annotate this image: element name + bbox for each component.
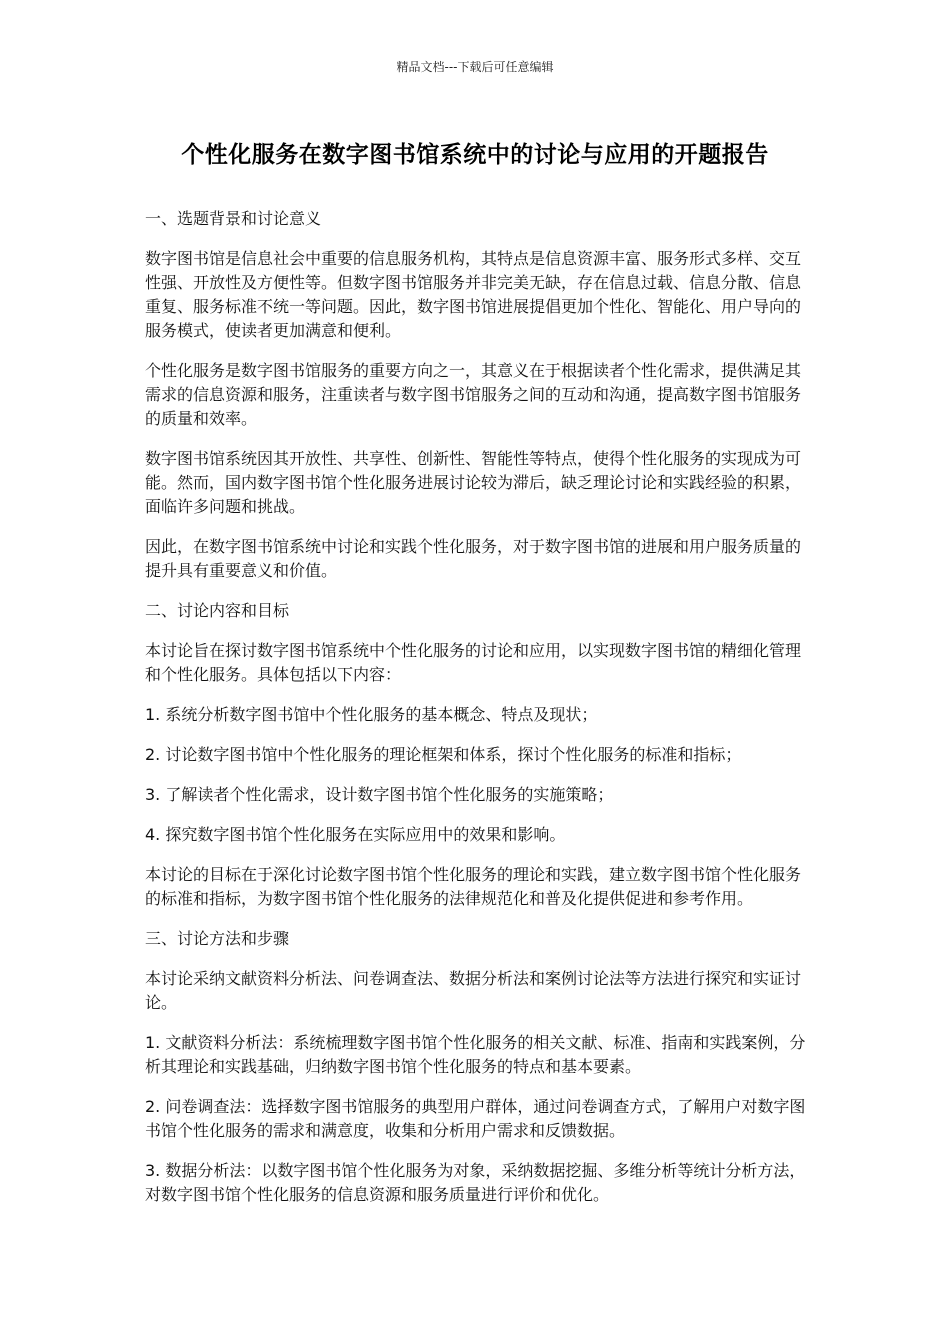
paragraph: 个性化服务是数字图书馆服务的重要方向之一，其意义在于根据读者个性化需求，提供满足其需求的信息资源和服务，注重读者与数字图书馆服务之间的互动和沟通，提高数字图书馆服务的质量和效率。 — [145, 361, 802, 428]
document-title: 个性化服务在数字图书馆系统中的讨论与应用的开题报告 — [181, 142, 769, 168]
paragraph: 数字图书馆是信息社会中重要的信息服务机构，其特点是信息资源丰富、服务形式多样、交互性强、开放性及方便性等。但数字图书馆服务并非完美无缺，存在信息过载、信息分散、信息重复、服务标准不统一等问题。因此，数字图书馆进展提倡更加个性化、智能化、用户导向的服务模式，使读者更加满意和便利。 — [145, 249, 802, 340]
list-item: 3. 了解读者个性化需求，设计数字图书馆个性化服务的实施策略； — [145, 785, 614, 804]
paragraph: 本讨论旨在探讨数字图书馆系统中个性化服务的讨论和应用，以实现数字图书馆的精细化管理和个性化服务。具体包括以下内容： — [145, 641, 802, 684]
list-item: 4. 探究数字图书馆个性化服务在实际应用中的效果和影响。 — [145, 825, 566, 844]
header-note: 精品文档---下载后可任意编辑 — [396, 60, 554, 74]
section-heading-background: 一、选题背景和讨论意义 — [145, 209, 322, 228]
list-item: 3. 数据分析法：以数字图书馆个性化服务为对象，采纳数据挖掘、多维分析等统计分析方法，对数字图书馆个性化服务的信息资源和服务质量进行评价和优化。 — [145, 1161, 806, 1204]
paragraph: 数字图书馆系统因其开放性、共享性、创新性、智能性等特点，使得个性化服务的实现成为可能。然而，国内数字图书馆个性化服务进展讨论较为滞后，缺乏理论讨论和实践经验的积累，面临许多问题和挑战。 — [145, 449, 802, 516]
list-item: 1. 文献资料分析法：系统梳理数字图书馆个性化服务的相关文献、标准、指南和实践案例，分析其理论和实践基础，归纳数字图书馆个性化服务的特点和基本要素。 — [145, 1033, 806, 1076]
list-item: 2. 问卷调查法：选择数字图书馆服务的典型用户群体，通过问卷调查方式，了解用户对数字图书馆个性化服务的需求和满意度，收集和分析用户需求和反馈数据。 — [145, 1097, 806, 1140]
list-item: 1. 系统分析数字图书馆中个性化服务的基本概念、特点及现状； — [145, 705, 598, 724]
section-heading-content-goals: 二、讨论内容和目标 — [145, 601, 290, 620]
document-body — [145, 207, 810, 1223]
paragraph: 本讨论的目标在于深化讨论数字图书馆个性化服务的理论和实践，建立数字图书馆个性化服务的标准和指标，为数字图书馆个性化服务的法律规范化和普及化提供促进和参考作用。 — [145, 865, 802, 908]
paragraph: 因此，在数字图书馆系统中讨论和实践个性化服务，对于数字图书馆的进展和用户服务质量的提升具有重要意义和价值。 — [145, 537, 802, 580]
list-item: 2. 讨论数字图书馆中个性化服务的理论框架和体系，探讨个性化服务的标准和指标； — [145, 745, 742, 764]
section-heading-methods: 三、讨论方法和步骤 — [145, 929, 290, 948]
paragraph: 本讨论采纳文献资料分析法、问卷调查法、数据分析法和案例讨论法等方法进行探究和实证讨论。 — [145, 969, 802, 1012]
